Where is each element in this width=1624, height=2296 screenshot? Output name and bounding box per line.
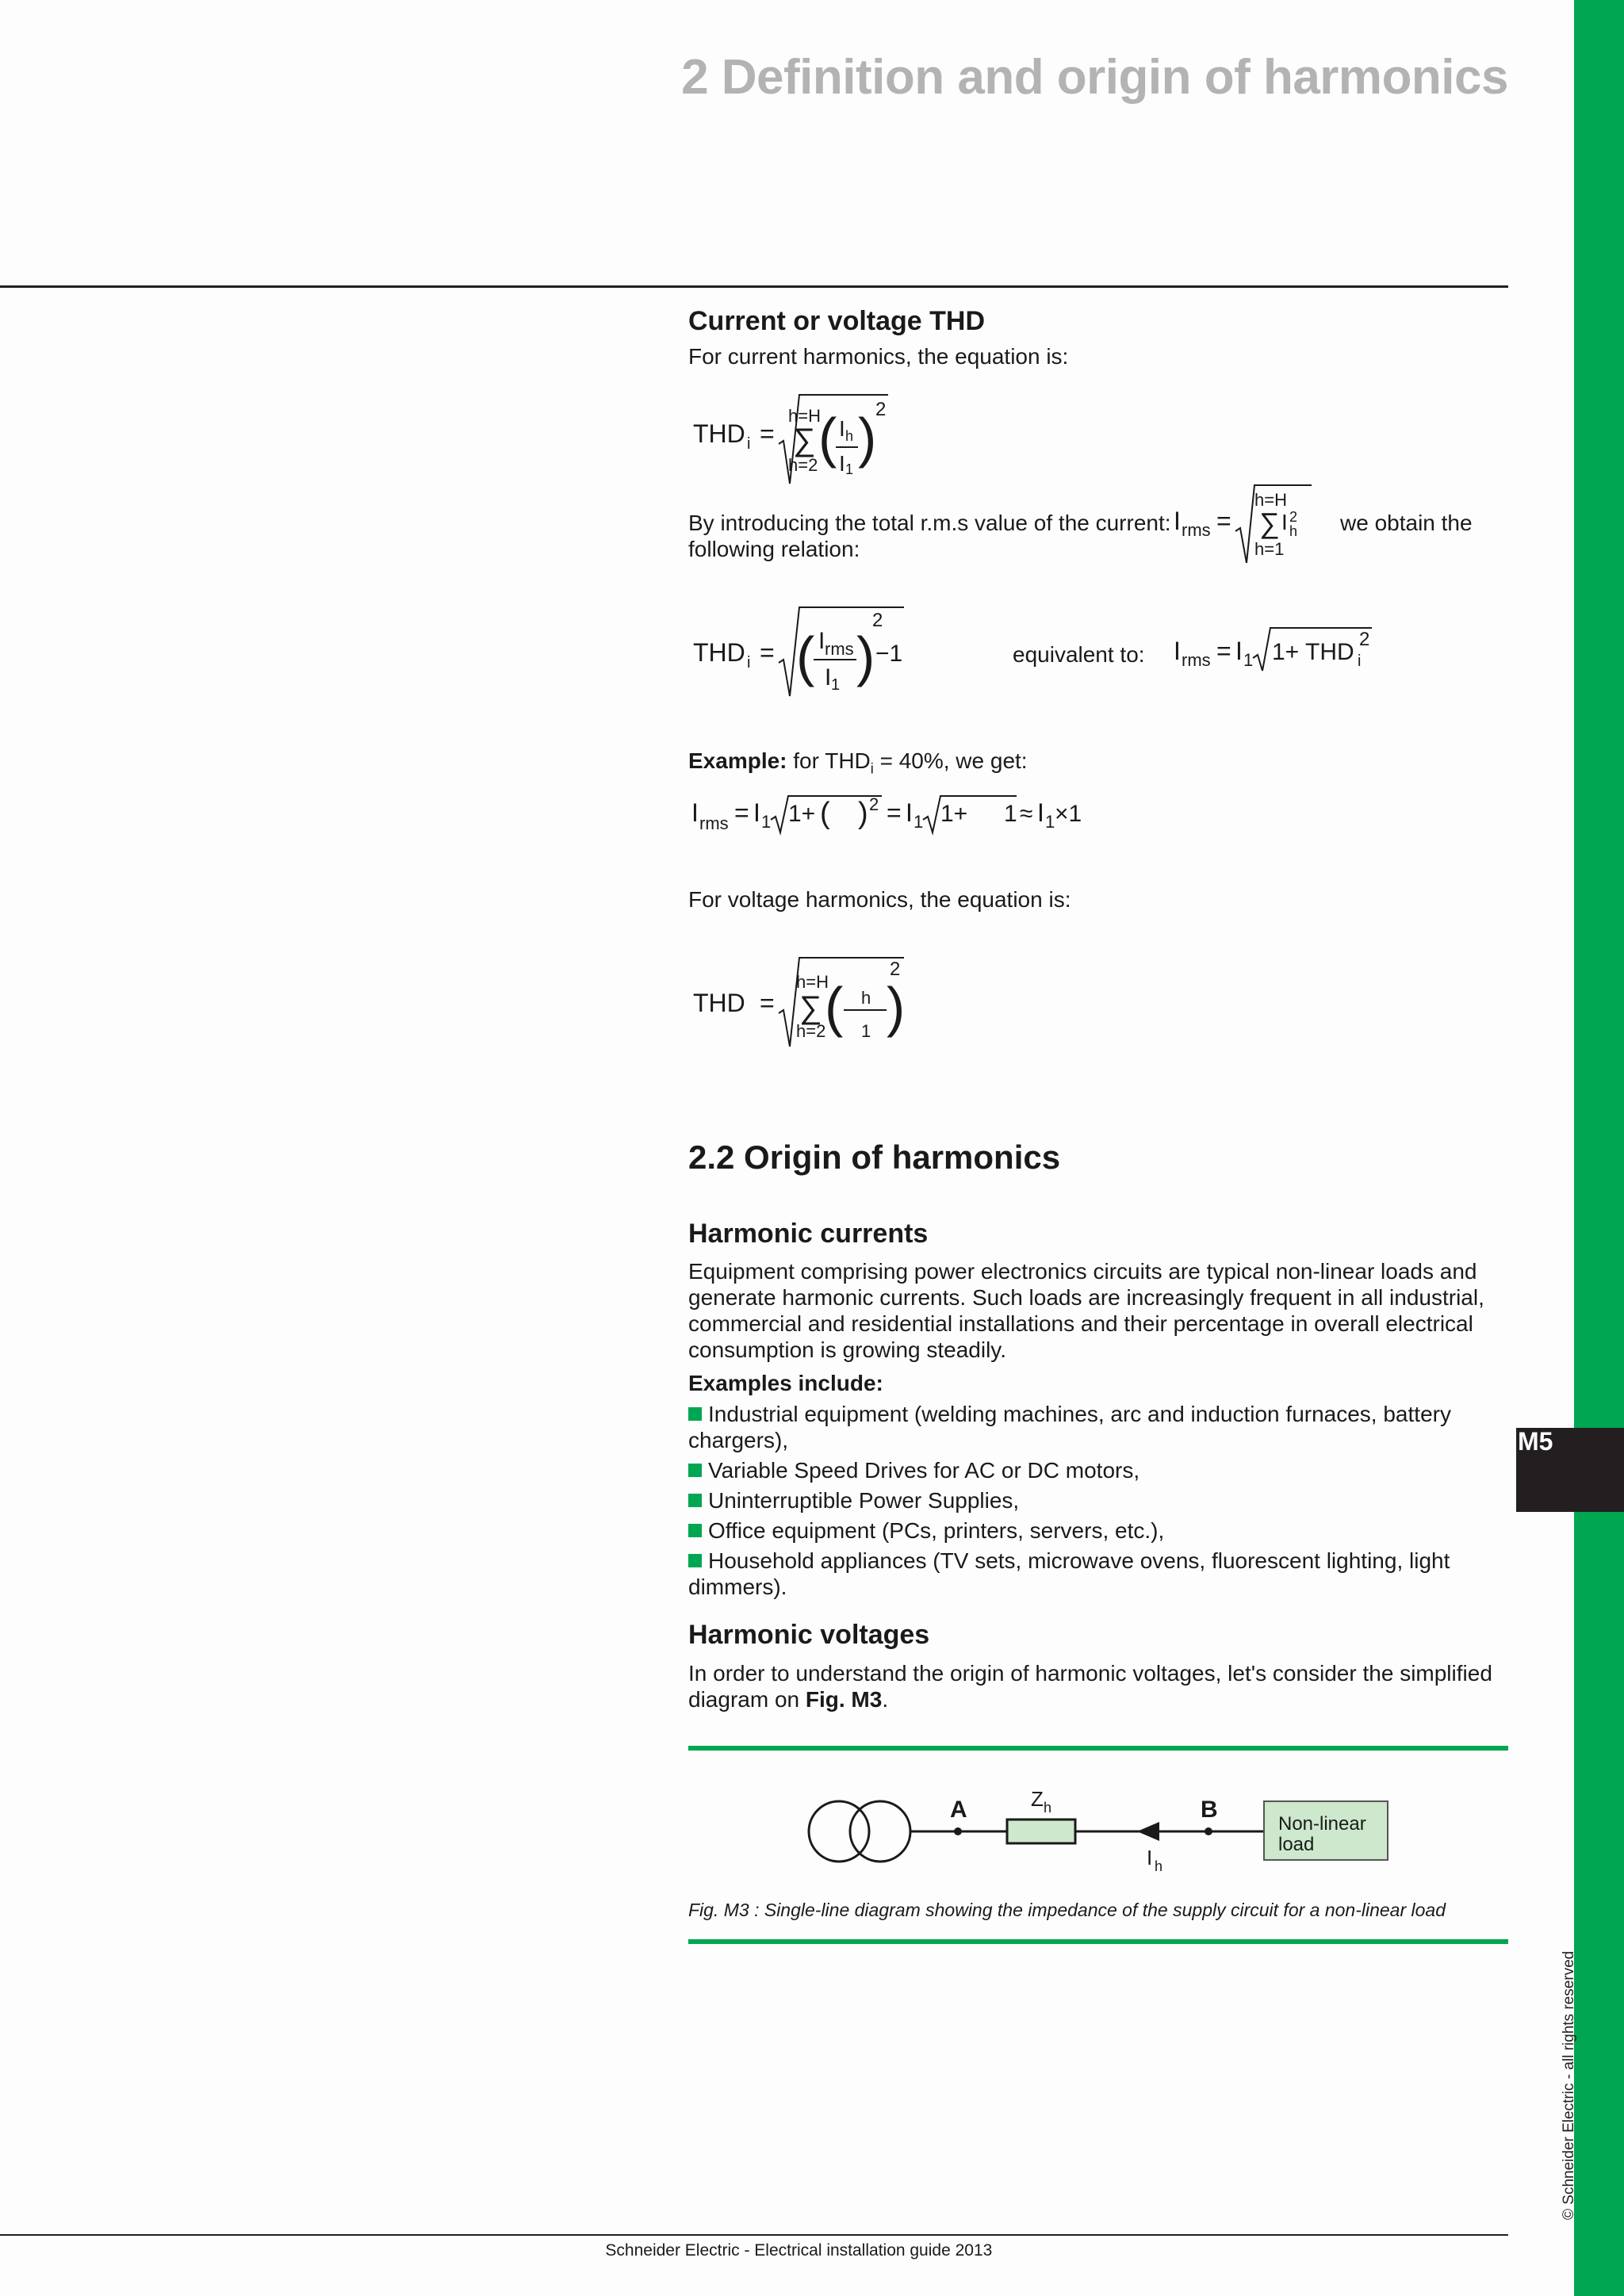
equation-irms-thd (1170, 618, 1385, 682)
list-item-text: Variable Speed Drives for AC or DC motors, (708, 1458, 1140, 1483)
svg-text:THD: THD (693, 989, 745, 1017)
svg-text:THD: THD (693, 638, 745, 667)
header-rule (0, 285, 1508, 288)
voltages-line-2 (688, 1686, 1510, 1712)
currents-line-3: commercial and residential installations and their percentage in overall electrical (688, 1311, 1473, 1336)
harmonic-voltages-paragraph (688, 1660, 1510, 1712)
svg-text:(: ( (796, 626, 815, 687)
equation-thd-voltage (688, 951, 918, 1054)
svg-text:×1: ×1 (1055, 801, 1082, 827)
svg-text:2: 2 (1289, 509, 1298, 525)
svg-text:h=1: h=1 (1254, 539, 1285, 559)
footer-label: Schneider Electric - Electrical installation guide 2013 (605, 2241, 993, 2260)
example-label: Example: (688, 748, 787, 773)
thd-intro: For current harmonics, the equation is: (688, 344, 1069, 369)
svg-text:2: 2 (872, 610, 883, 631)
svg-text:−1: −1 (875, 641, 903, 667)
svg-text:rms: rms (699, 813, 729, 833)
harmonic-currents-heading: Harmonic currents (688, 1219, 929, 1249)
list-item-text: Uninterruptible Power Supplies, (708, 1488, 1020, 1513)
svg-text:2: 2 (890, 959, 901, 980)
svg-text:1: 1 (831, 676, 841, 694)
svg-text:h=H: h=H (788, 406, 821, 426)
svg-text:I: I (1235, 637, 1243, 665)
bullet-square-icon (688, 1554, 702, 1567)
svg-text:=: = (887, 798, 902, 827)
figure-caption: Fig. M3 : Single-line diagram showing the impedance of the supply circuit for a non-linear load (688, 1900, 1446, 1920)
node-a-dot (954, 1827, 962, 1835)
node-a-label: A (950, 1797, 967, 1823)
svg-text:h=2: h=2 (796, 1021, 826, 1041)
figure-top-rule (688, 1746, 1508, 1751)
bullet-square-icon (688, 1464, 702, 1477)
impedance-sub: h (1044, 1800, 1052, 1816)
svg-text:2: 2 (869, 794, 879, 814)
thd-heading: Current or voltage THD (688, 306, 986, 336)
list-item-text: Household appliances (TV sets, microwave ovens, fluorescent lighting, light (708, 1548, 1450, 1573)
svg-text:THD: THD (693, 419, 745, 448)
chapter-title: 2 Definition and origin of harmonics (681, 50, 1508, 105)
svg-text:(: ( (825, 976, 844, 1038)
example-sub: i (870, 760, 874, 777)
list-item-text: Industrial equipment (welding machines, arc and induction furnaces, battery (708, 1402, 1451, 1426)
list-item (688, 1401, 1510, 1453)
copyright-notice: © Schneider Electric - all rights reserved (1561, 1950, 1577, 2220)
svg-text:1: 1 (1004, 801, 1017, 827)
svg-text:h: h (861, 988, 871, 1008)
svg-text:≈: ≈ (1020, 801, 1033, 827)
svg-text:=: = (1216, 637, 1231, 665)
voltages-text: diagram on (688, 1687, 806, 1712)
svg-text:∑: ∑ (799, 990, 822, 1025)
svg-text:1: 1 (761, 812, 772, 832)
currents-line-2: generate harmonic currents. Such loads are increasingly frequent in all industrial, (688, 1285, 1484, 1310)
list-item (688, 1548, 1510, 1600)
svg-text:1+: 1+ (788, 801, 816, 827)
list-item (688, 1487, 1510, 1513)
side-green-bar (1574, 0, 1624, 2296)
svg-text:1: 1 (861, 1021, 871, 1041)
svg-text:i: i (747, 654, 751, 672)
current-arrow-icon (1137, 1822, 1159, 1841)
svg-text:I: I (839, 416, 845, 441)
node-b-label: B (1201, 1797, 1218, 1823)
thd-intro-rms: By introducing the total r.m.s value of the current: (688, 511, 1171, 535)
equation-thd-current (688, 388, 902, 492)
harmonic-voltages-heading: Harmonic voltages (688, 1620, 930, 1650)
svg-text:h=2: h=2 (788, 455, 818, 475)
current-sub: h (1155, 1858, 1163, 1874)
svg-text:): ) (858, 797, 868, 830)
bullet-square-icon (688, 1524, 702, 1537)
bullet-square-icon (688, 1494, 702, 1507)
svg-text:1: 1 (914, 812, 924, 832)
examples-label: Examples include: (688, 1371, 883, 1395)
single-line-diagram (688, 1776, 1508, 1879)
svg-text:I: I (1037, 798, 1044, 827)
svg-text:h=H: h=H (796, 972, 829, 992)
equation-example (688, 788, 1101, 844)
section-tab-label: M5 (1518, 1427, 1553, 1456)
svg-text:=: = (760, 989, 775, 1017)
svg-text:I: I (691, 798, 699, 827)
svg-text:h: h (1289, 523, 1298, 539)
impedance-label: Z (1031, 1787, 1044, 1811)
voltage-intro: For voltage harmonics, the equation is: (688, 887, 1071, 912)
svg-text:(: ( (820, 797, 830, 830)
load-label-line2: load (1278, 1834, 1315, 1855)
impedance-element (1007, 1820, 1075, 1843)
svg-text:I: I (825, 664, 832, 691)
list-item-continuation: dimmers). (688, 1575, 787, 1599)
svg-text:rms: rms (1182, 520, 1211, 540)
list-item-continuation: chargers), (688, 1428, 789, 1452)
svg-text:I: I (1174, 507, 1181, 535)
svg-text:1: 1 (1045, 812, 1055, 832)
load-label-line1: Non-linear (1278, 1813, 1366, 1835)
svg-text:=: = (760, 638, 775, 667)
list-item-text: Office equipment (PCs, printers, servers, etc.), (708, 1518, 1165, 1543)
svg-text:2: 2 (875, 399, 887, 420)
svg-text:1+: 1+ (940, 801, 968, 827)
currents-line-1: Equipment comprising power electronics circuits are typical non-linear loads and (688, 1259, 1477, 1284)
thd-equivalent: equivalent to: (1013, 642, 1145, 667)
svg-text:=: = (1216, 507, 1231, 535)
svg-text:I: I (1281, 510, 1288, 534)
svg-text:I: I (906, 798, 913, 827)
svg-text:1: 1 (845, 461, 854, 477)
svg-text:): ) (858, 407, 877, 469)
currents-line-4: consumption is growing steadily. (688, 1337, 1007, 1362)
footer-text (0, 2241, 1624, 2260)
svg-text:h=H: h=H (1254, 490, 1287, 510)
svg-text:i: i (1358, 652, 1362, 670)
list-item (688, 1517, 1510, 1544)
svg-text:1: 1 (1243, 650, 1254, 670)
svg-text:∑: ∑ (793, 423, 816, 457)
svg-text:∑: ∑ (1259, 507, 1280, 539)
figure-reference: Fig. M3 (805, 1687, 883, 1712)
svg-text:1+ THD: 1+ THD (1272, 639, 1354, 665)
equation-thd-rms (688, 601, 926, 704)
svg-text:rms: rms (1182, 650, 1211, 670)
node-b-dot (1205, 1827, 1212, 1835)
figure-bottom-rule (688, 1939, 1508, 1944)
voltages-period: . (882, 1687, 889, 1712)
list-item (688, 1457, 1510, 1483)
svg-text:(: ( (818, 407, 837, 469)
svg-text:=: = (734, 798, 749, 827)
svg-text:=: = (760, 419, 775, 448)
footer-rule (0, 2234, 1508, 2236)
examples-list (688, 1401, 1510, 1600)
thd-obtain: we obtain the (1340, 511, 1473, 535)
svg-text:): ) (887, 976, 906, 1038)
svg-text:): ) (856, 626, 875, 687)
svg-text:h: h (845, 428, 854, 444)
svg-text:I: I (839, 451, 845, 476)
bullet-square-icon (688, 1407, 702, 1421)
thd-following: following relation: (688, 537, 860, 561)
thd-example (688, 748, 1028, 783)
svg-text:I: I (1174, 637, 1181, 665)
example-text-a: for THD (793, 748, 871, 773)
harmonic-currents-paragraph (688, 1258, 1510, 1363)
origin-heading: 2.2 Origin of harmonics (688, 1138, 1061, 1176)
svg-text:rms: rms (825, 639, 854, 659)
svg-text:I: I (818, 628, 825, 654)
svg-text:2: 2 (1359, 629, 1370, 650)
svg-text:i: i (747, 435, 751, 453)
current-label: I (1147, 1846, 1153, 1869)
voltages-line-1: In order to understand the origin of harmonic voltages, let's consider the simplified (688, 1661, 1492, 1686)
example-text-b: = 40%, we get: (879, 748, 1028, 773)
svg-text:I: I (753, 798, 760, 827)
